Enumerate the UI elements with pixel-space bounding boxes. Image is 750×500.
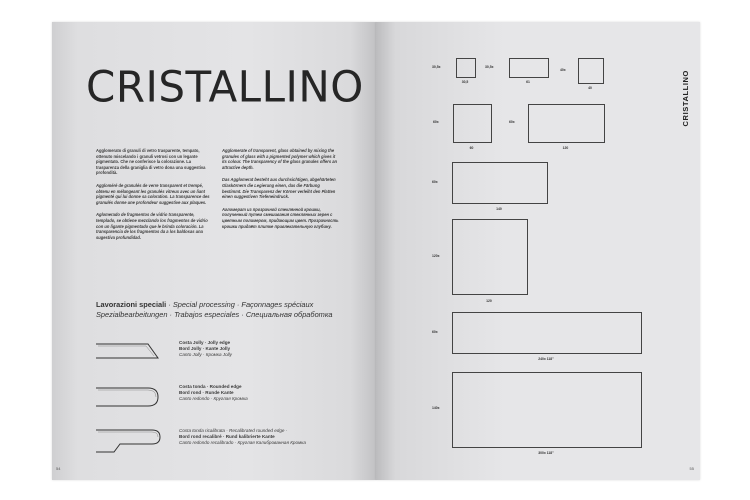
dim-s7-h: 120x [432,254,440,258]
sample-60x140 [452,162,548,204]
special-processing-it: Lavorazioni speciali [96,300,167,309]
jolly-edge-profile-icon [96,338,176,364]
dim-s7-w: 120 [486,299,492,303]
dim-s2-w: 61 [526,80,530,84]
jolly-edge-label [179,340,359,358]
rounded-edge-label [179,384,359,402]
description-column-1 [96,148,214,247]
vertical-title: CRISTALLINO [681,70,690,127]
dim-s9-w: 300x 118" [538,451,554,455]
brochure-spread [52,22,700,480]
sample-40x40 [578,58,604,84]
dim-s4-w: 60 [469,146,474,150]
left-page [52,22,376,480]
recalibrated-edge-label [179,428,359,446]
edge-3-line-3: Canto redondo recalibrado · Круглая Калиброванная Кромка [179,440,306,445]
dim-s1-h: 30,5x [432,65,441,69]
special-processing-langs-2: Spezialbearbeitungen · Trabajos especiales · Специальная обработка [96,309,333,319]
dim-s2-h: 30,5x [485,65,494,69]
dim-s8-h: 60x [432,330,438,334]
rounded-edge-profile-icon [96,382,176,412]
description-en: Agglomerate of transparent, glass obtained by mixing the granules of glass with a pigmented polymer which gives it its colour. The transparency of the glass granules offers an attractive depth. [222,148,338,170]
dim-s8-w: 240x 118" [538,357,554,361]
edge-2-line-1: Costa tonda · Rounded edge [179,384,242,389]
sample-120x120 [452,219,528,295]
edge-3-line-2: Bord rond recalibré · Rund kalibrierte Kante [179,434,275,439]
description-de: Das Agglomerat besteht aus durchsichtigen, abgehärteten Glaskörnern die Legierung einen, das die Färbung bestimmt. Die Transparenz der Körner verleiht den Platten einen suggestiven Tiefeneindruck. [222,177,336,200]
dim-s4-h: 60x [433,120,439,124]
description-it: Agglomerato di granuli di vetro trasparente, tempato, ottenuto miscelando i granuli vetrosi con un legante pigmentato. Che ne conferisce la colorazione. La trasparenza della graniglia di vetro dona una suggestiva profondità. [96,148,206,176]
special-processing-heading [96,300,356,319]
description-ru: Агломерат из прозрачной стеклянной крошки, полученный путем смешивания стеклянных зерен с цветным полимером, придающим цвет. Прозрачность крошки придаёт плитке привлекательную глубину. [222,206,339,229]
dim-s5-w: 120 [562,146,569,150]
sample-60x240 [452,312,642,354]
page-number-left: 54 [56,466,61,471]
page-number-right: 55 [689,466,694,471]
page-title: CRISTALLINO [86,61,364,112]
dim-s3-w: 40 [588,86,592,90]
edge-1-line-2: Bord Jolly · Kante Jolly [179,346,231,351]
description-fr: Aggloméré de granulés de verre transparent et trempé, obtenu en mélangeant les granulés vitreux avec un liant pigmenté qui lui donne sa coloration. La transparence des granulés donne une profondeur suggestive aux plaques. [96,182,210,205]
sample-30x30 [456,58,476,78]
sample-140x300 [452,372,642,448]
sample-30x61 [509,58,549,78]
special-processing-langs-1: · Special processing · Façonnages spéciaux [168,300,314,309]
edge-2-line-3: Canto redondo · Круглая Кромка [179,396,248,401]
description-es: Aglomerado de fragmentos de vidrio transparente, templado, se obtiene mezclando los fragmentos de vidrio con un ligante pigmentado que le brinda coloración. La transparencia de los fragmentos da a los baldosas una sugestiva profundidad. [96,212,208,240]
edge-1-line-3: Canto Jolly · Кромка Jolly [179,352,232,357]
edge-3-line-1: Costa tonda ricalibrata · Recalibrated rounded edge · [179,428,288,433]
dim-s3-h: 40x [560,68,566,72]
sample-60x120 [528,104,605,143]
recalibrated-edge-profile-icon [96,424,176,458]
edge-1-line-1: Costa Jolly · Jolly edge [179,340,231,345]
right-page [376,22,700,480]
dim-s6-h: 60x [432,180,438,184]
sample-60x60 [453,104,492,143]
edge-2-line-2: Bord rond · Runde Kante [179,390,234,395]
dim-s1-w: 30,5 [461,80,469,84]
dim-s5-h: 60x [509,120,515,124]
dim-s9-h: 140x [432,406,440,410]
dim-s6-w: 140 [496,207,502,211]
description-column-2 [222,148,340,236]
